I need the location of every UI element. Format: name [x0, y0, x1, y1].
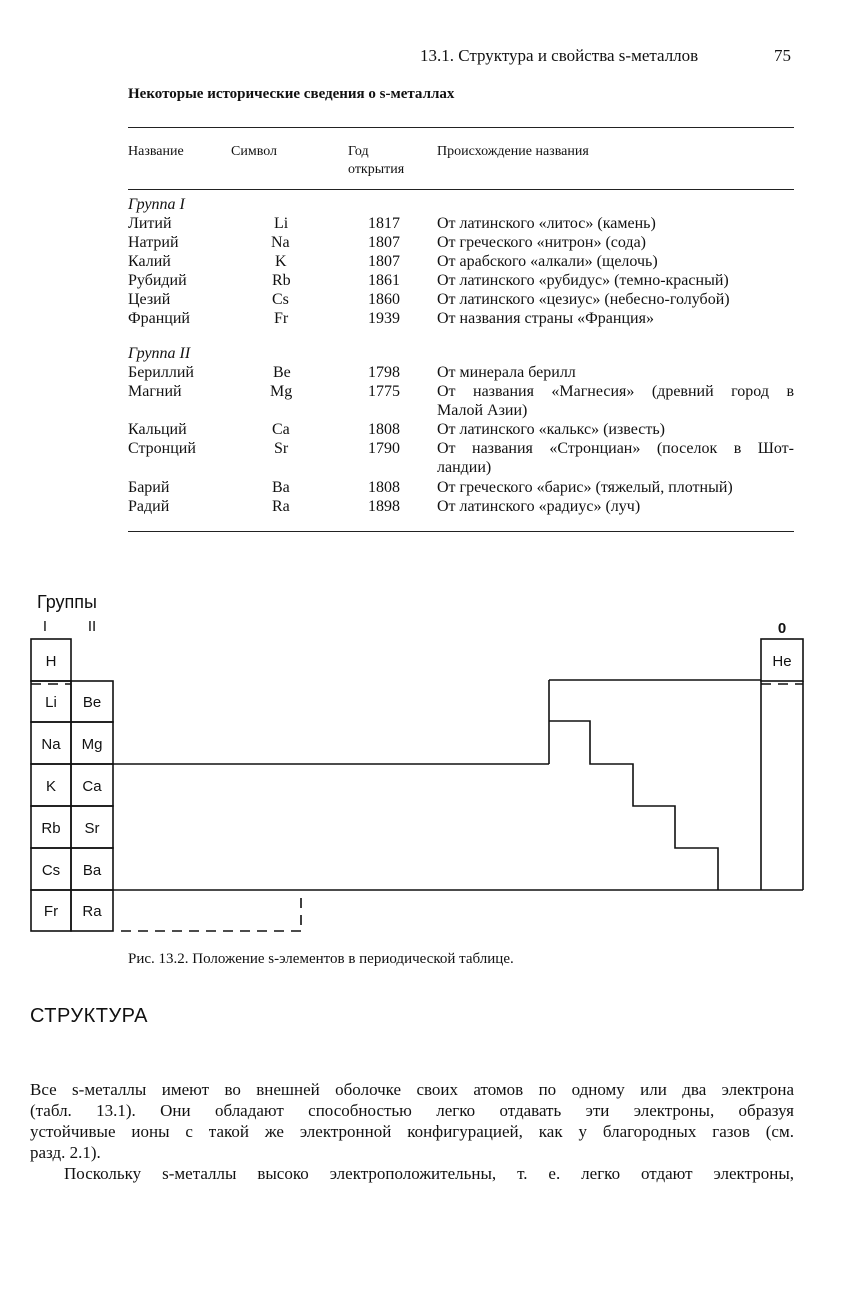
element-na: Na — [41, 736, 61, 753]
figure-caption: Рис. 13.2. Положение s-элементов в периодической таблице. — [128, 951, 514, 967]
paragraph-1-line-2: (табл. 13.1). Они обладают способностью легко отдавать эти электроны, образуя — [30, 1101, 794, 1120]
row-symbol: Sr — [274, 440, 289, 457]
group-I-label: I — [42, 618, 48, 635]
row-year: 1808 — [368, 421, 400, 438]
column-header-name: Название — [128, 144, 184, 159]
row-origin: От названия «Стронциан» (поселок в Шот- — [437, 440, 794, 457]
row-origin: От названия страны «Франция» — [437, 310, 654, 327]
column-header-year-line2: открытия — [348, 162, 405, 177]
row-name: Натрий — [128, 234, 179, 251]
element-cs: Cs — [41, 862, 61, 879]
row-name: Магний — [128, 383, 182, 400]
paragraph-2: Поскольку s-металлы высоко электроположительны, т. е. легко отдают электроны, — [64, 1164, 794, 1183]
group-II-label: II — [87, 618, 97, 635]
element-he: He — [772, 653, 792, 670]
column-header-year-line1: Год — [348, 144, 369, 159]
row-symbol: Cs — [272, 291, 289, 308]
row-origin: От греческого «нитрон» (сода) — [437, 234, 646, 251]
row-year: 1798 — [368, 364, 400, 381]
row-origin-continued: ландии) — [437, 459, 492, 476]
row-symbol: Li — [274, 215, 289, 232]
paragraph-1-line-3: устойчивые ионы с такой же электронной конфигурацией, как у благородных газов (см. — [30, 1122, 794, 1141]
row-origin: От арабского «алкали» (щелочь) — [437, 253, 658, 270]
row-origin: От латинского «цезиус» (небесно-голубой) — [437, 291, 730, 308]
running-header-title: 13.1. Структура и свойства s-металлов — [420, 46, 699, 65]
row-year: 1817 — [368, 215, 400, 232]
row-year: 1860 — [368, 291, 400, 308]
row-symbol: Ba — [272, 479, 290, 496]
row-year: 1898 — [368, 498, 400, 515]
element-h: H — [45, 653, 57, 670]
paragraph-1-line-4: разд. 2.1). — [30, 1143, 101, 1162]
row-name: Франций — [128, 310, 190, 327]
row-origin: От латинского «рубидус» (темно-красный) — [437, 272, 729, 289]
row-name: Радий — [128, 498, 170, 515]
table-top-rule — [128, 127, 794, 128]
element-ra: Ra — [82, 903, 102, 920]
element-be: Be — [82, 694, 102, 711]
row-name: Рубидий — [128, 272, 187, 289]
table-header-rule — [128, 189, 794, 190]
row-origin: От названия «Магнесия» (древний город в — [437, 383, 794, 400]
row-symbol: Na — [271, 234, 290, 251]
group-0-label: 0 — [777, 620, 787, 637]
row-name: Барий — [128, 479, 170, 496]
row-origin: От латинского «калькс» (известь) — [437, 421, 665, 438]
element-ca: Ca — [82, 778, 102, 795]
row-year: 1939 — [368, 310, 400, 327]
row-year: 1807 — [368, 234, 400, 251]
element-mg: Mg — [81, 736, 103, 753]
page-number: 75 — [774, 46, 791, 65]
element-fr: Fr — [43, 903, 59, 920]
element-k: K — [45, 778, 57, 795]
row-origin: От греческого «барис» (тяжелый, плотный) — [437, 479, 733, 496]
element-rb: Rb — [41, 820, 61, 837]
row-name: Калий — [128, 253, 171, 270]
row-year: 1775 — [368, 383, 400, 400]
table-caption: Некоторые исторические сведения о s-металлах — [128, 86, 455, 102]
row-year: 1807 — [368, 253, 400, 270]
periodic-table-figure — [0, 580, 862, 940]
row-year: 1861 — [368, 272, 400, 289]
paragraph-1-line-1: Все s-металлы имеют во внешней оболочке своих атомов по одному или два электрона — [30, 1080, 794, 1099]
column-header-year — [348, 143, 404, 179]
groups-title: Группы — [37, 592, 97, 612]
table-bottom-rule — [128, 531, 794, 532]
row-origin: От латинского «радиус» (луч) — [437, 498, 641, 515]
row-symbol: Fr — [274, 310, 289, 327]
row-name: Бериллий — [128, 364, 194, 381]
row-name: Литий — [128, 215, 172, 232]
row-symbol: Ra — [272, 498, 290, 515]
group-label-2: Группа II — [128, 345, 191, 362]
row-year: 1808 — [368, 479, 400, 496]
row-name: Стронций — [128, 440, 196, 457]
row-origin: От латинского «литос» (камень) — [437, 215, 656, 232]
group-label-1: Группа I — [128, 196, 185, 213]
section-title: СТРУКТУРА — [30, 1005, 149, 1027]
element-ba: Ba — [82, 862, 102, 879]
row-origin: От минерала берилл — [437, 364, 576, 381]
row-symbol: Be — [273, 364, 291, 381]
column-header-symbol: Символ — [231, 144, 278, 159]
element-sr: Sr — [84, 820, 100, 837]
column-header-origin: Происхождение названия — [437, 144, 589, 159]
row-name: Цезий — [128, 291, 171, 308]
row-origin-continued: Малой Азии) — [437, 402, 528, 419]
element-li: Li — [45, 694, 57, 711]
row-name: Кальций — [128, 421, 187, 438]
row-symbol: Ca — [272, 421, 290, 438]
row-year: 1790 — [368, 440, 400, 457]
row-symbol: Mg — [270, 383, 293, 400]
row-symbol: K — [275, 253, 287, 270]
row-symbol: Rb — [272, 272, 291, 289]
